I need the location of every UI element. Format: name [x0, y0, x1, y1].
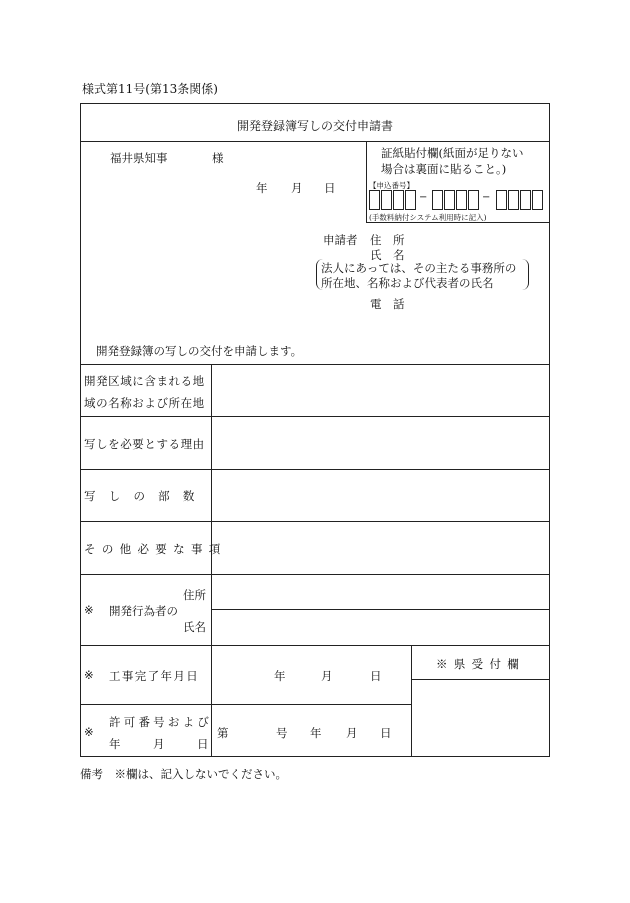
- permit-year: 年: [310, 726, 322, 740]
- permit-mark: ※: [84, 725, 94, 739]
- app-number-box[interactable]: [532, 190, 543, 210]
- app-number-box[interactable]: [520, 190, 531, 210]
- applicant-label: 申請者: [323, 233, 358, 247]
- stamp-area-text-1: 証紙貼付欄(紙面が足りない: [381, 146, 524, 160]
- fee-system-note: (手数料納付システム利用時に記入): [369, 213, 487, 222]
- app-number-box[interactable]: [393, 190, 404, 210]
- dev-area-label-line-2: 域の名称および所在地: [84, 396, 205, 410]
- addressee-governor: 福井県知事: [110, 151, 168, 165]
- copy-reason-label: 写しを必要とする理由: [84, 437, 205, 451]
- developer-address-label: 住所: [183, 588, 206, 602]
- applicant-phone-label: 電 話: [370, 297, 405, 311]
- permit-label-year: 年: [109, 737, 121, 751]
- app-number-box[interactable]: [381, 190, 392, 210]
- form-title: 開発登録簿写しの交付申請書: [236, 119, 393, 133]
- row-divider: [80, 521, 550, 522]
- developer-name-label: 氏名: [183, 620, 206, 634]
- row-divider: [80, 574, 550, 575]
- row-divider: [80, 704, 411, 705]
- date-month: 月: [291, 181, 303, 195]
- permit-label-line-1: 許可番号および: [109, 715, 213, 729]
- label-column-divider: [211, 364, 212, 757]
- app-number-dash: −: [419, 192, 428, 203]
- date-year: 年: [256, 181, 268, 195]
- completion-month: 月: [321, 669, 333, 683]
- date-day: 日: [324, 181, 336, 195]
- row-divider: [80, 416, 550, 417]
- form-number: 様式第11号(第13条関係): [82, 82, 218, 96]
- reception-header: ※県受付欄: [436, 657, 526, 671]
- app-number-box[interactable]: [432, 190, 443, 210]
- app-number-box[interactable]: [444, 190, 455, 210]
- corporation-note-line-1: 法人にあっては、その主たる事務所の: [321, 261, 517, 275]
- permit-label-month: 月: [153, 737, 165, 751]
- developer-mark: ※: [84, 603, 94, 617]
- title-divider: [80, 141, 550, 142]
- completion-mark: ※: [84, 668, 94, 682]
- request-statement: 開発登録簿の写しの交付を申請します。: [96, 344, 303, 358]
- other-matters-label: その他必要な事項: [84, 542, 227, 556]
- app-number-box[interactable]: [456, 190, 467, 210]
- header-section-divider: [80, 364, 550, 365]
- stamp-area-left-border: [366, 141, 367, 223]
- applicant-name-label: 氏 名: [370, 248, 405, 262]
- app-number-box[interactable]: [468, 190, 479, 210]
- applicant-address-label: 住 所: [370, 233, 405, 247]
- permit-go: 号: [276, 726, 288, 740]
- completion-year: 年: [274, 669, 286, 683]
- permit-month: 月: [346, 726, 358, 740]
- reception-header-divider: [411, 679, 550, 680]
- dev-area-label-line-1: 開発区域に含まれる地: [84, 374, 205, 388]
- developer-label: 開発行為者の: [109, 604, 178, 618]
- permit-label-day: 日: [197, 737, 209, 751]
- reception-column-divider: [411, 645, 412, 757]
- completion-date-label: 工事完了年月日: [109, 669, 200, 683]
- app-number-box[interactable]: [369, 190, 380, 210]
- row-divider: [80, 645, 550, 646]
- app-number-dash: −: [482, 192, 491, 203]
- remarks: 備考 ※欄は、記入しないでください。: [80, 767, 287, 781]
- app-number-box[interactable]: [496, 190, 507, 210]
- row-divider: [80, 469, 550, 470]
- corporation-note-line-2: 所在地、名称および代表者の氏名: [321, 276, 494, 290]
- application-number-label: 【申込番号】: [369, 181, 414, 190]
- copy-count-label: 写しの部数: [84, 489, 208, 503]
- app-number-box[interactable]: [405, 190, 416, 210]
- developer-sub-divider: [211, 609, 550, 610]
- completion-day: 日: [370, 669, 382, 683]
- permit-day: 日: [380, 726, 392, 740]
- addressee-sama: 様: [212, 151, 224, 165]
- app-number-box[interactable]: [508, 190, 519, 210]
- permit-dai: 第: [217, 726, 229, 740]
- stamp-area-text-2: 場合は裏面に貼ること。): [381, 162, 507, 176]
